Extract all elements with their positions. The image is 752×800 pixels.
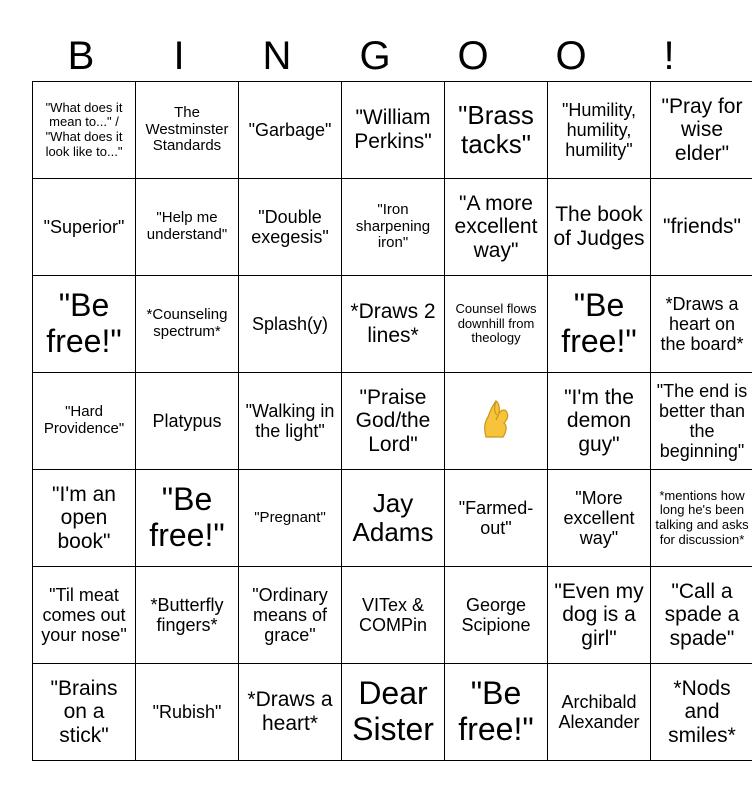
bingo-cell[interactable]: *Counseling spectrum* (136, 276, 239, 373)
title-letter-o1: O (457, 34, 489, 78)
bingo-cell[interactable]: *Draws a heart on the board* (651, 276, 752, 373)
board-row (33, 179, 752, 276)
bingo-cell[interactable]: *Draws 2 lines* (342, 276, 445, 373)
board-row (33, 567, 752, 664)
bingo-cell[interactable]: "Ordinary means of grace" (239, 567, 342, 664)
bingo-cell[interactable]: "Garbage" (239, 82, 342, 179)
bingo-cell[interactable]: George Scipione (445, 567, 548, 664)
bingo-cell[interactable]: Jay Adams (342, 470, 445, 567)
bingo-cell[interactable]: "Humility, humility, humility" (548, 82, 651, 179)
bingo-cell[interactable]: *mentions how long he's been talking and asks for discussion* (651, 470, 752, 567)
bingo-cell[interactable]: "Rubish" (136, 664, 239, 761)
title-letter-o2: O (555, 34, 587, 78)
bingo-cell[interactable]: "Be free!" (445, 664, 548, 761)
bingo-cell[interactable]: "Farmed-out" (445, 470, 548, 567)
bingo-cell[interactable]: "I'm an open book" (33, 470, 136, 567)
bingo-cell[interactable]: "Be free!" (33, 276, 136, 373)
board-row (33, 664, 752, 761)
board-row (33, 82, 752, 179)
bingo-title (32, 30, 720, 82)
bingo-cell[interactable]: "Praise God/the Lord" (342, 373, 445, 470)
bingo-cell[interactable]: "Til meat comes out your nose" (33, 567, 136, 664)
title-letter-i: I (173, 34, 185, 78)
bingo-cell[interactable]: "Be free!" (136, 470, 239, 567)
board-row (33, 276, 752, 373)
bingo-cell[interactable]: "More excellent way" (548, 470, 651, 567)
bingo-cell[interactable]: "Iron sharpening iron" (342, 179, 445, 276)
bingo-cell[interactable]: "I'm the demon guy" (548, 373, 651, 470)
bingo-cell-center[interactable] (445, 373, 548, 470)
bingo-cell[interactable]: The book of Judges (548, 179, 651, 276)
board-row (33, 470, 752, 567)
title-letter-g: G (359, 34, 391, 78)
bingo-cell[interactable]: "Brains on a stick" (33, 664, 136, 761)
bingo-cell[interactable]: Archibald Alexander (548, 664, 651, 761)
bingo-cell[interactable]: "Help me understand" (136, 179, 239, 276)
bingo-cell[interactable]: "What does it mean to..." / "What does it look like to..." (33, 82, 136, 179)
pinched-fingers-icon (476, 399, 516, 439)
bingo-cell[interactable]: "friends" (651, 179, 752, 276)
bingo-cell[interactable]: Counsel flows downhill from theology (445, 276, 548, 373)
bingo-cell[interactable]: *Nods and smiles* (651, 664, 752, 761)
bingo-cell[interactable]: "Even my dog is a girl" (548, 567, 651, 664)
title-letter-b: B (67, 34, 95, 78)
bingo-cell[interactable]: The Westminster Standards (136, 82, 239, 179)
bingo-cell[interactable]: "Pregnant" (239, 470, 342, 567)
bingo-cell[interactable]: "Superior" (33, 179, 136, 276)
title-letter-exclaim: ! (663, 34, 675, 78)
bingo-cell[interactable]: Platypus (136, 373, 239, 470)
bingo-cell[interactable]: "Walking in the light" (239, 373, 342, 470)
title-letter-n: N (262, 34, 292, 78)
bingo-cell[interactable]: VITex & COMPin (342, 567, 445, 664)
bingo-cell[interactable]: "Double exegesis" (239, 179, 342, 276)
bingo-cell[interactable]: "Pray for wise elder" (651, 82, 752, 179)
bingo-cell[interactable]: "Hard Providence" (33, 373, 136, 470)
bingo-cell[interactable]: "Brass tacks" (445, 82, 548, 179)
bingo-cell[interactable]: "A more excellent way" (445, 179, 548, 276)
bingo-cell[interactable]: "William Perkins" (342, 82, 445, 179)
bingo-cell[interactable]: "Call a spade a spade" (651, 567, 752, 664)
bingo-board (32, 81, 752, 761)
bingo-cell[interactable]: "Be free!" (548, 276, 651, 373)
bingo-cell[interactable]: "The end is better than the beginning" (651, 373, 752, 470)
bingo-cell[interactable]: *Draws a heart* (239, 664, 342, 761)
bingo-cell[interactable]: *Butterfly fingers* (136, 567, 239, 664)
bingo-cell[interactable]: Dear Sister (342, 664, 445, 761)
bingo-cell[interactable]: Splash(y) (239, 276, 342, 373)
board-row (33, 373, 752, 470)
